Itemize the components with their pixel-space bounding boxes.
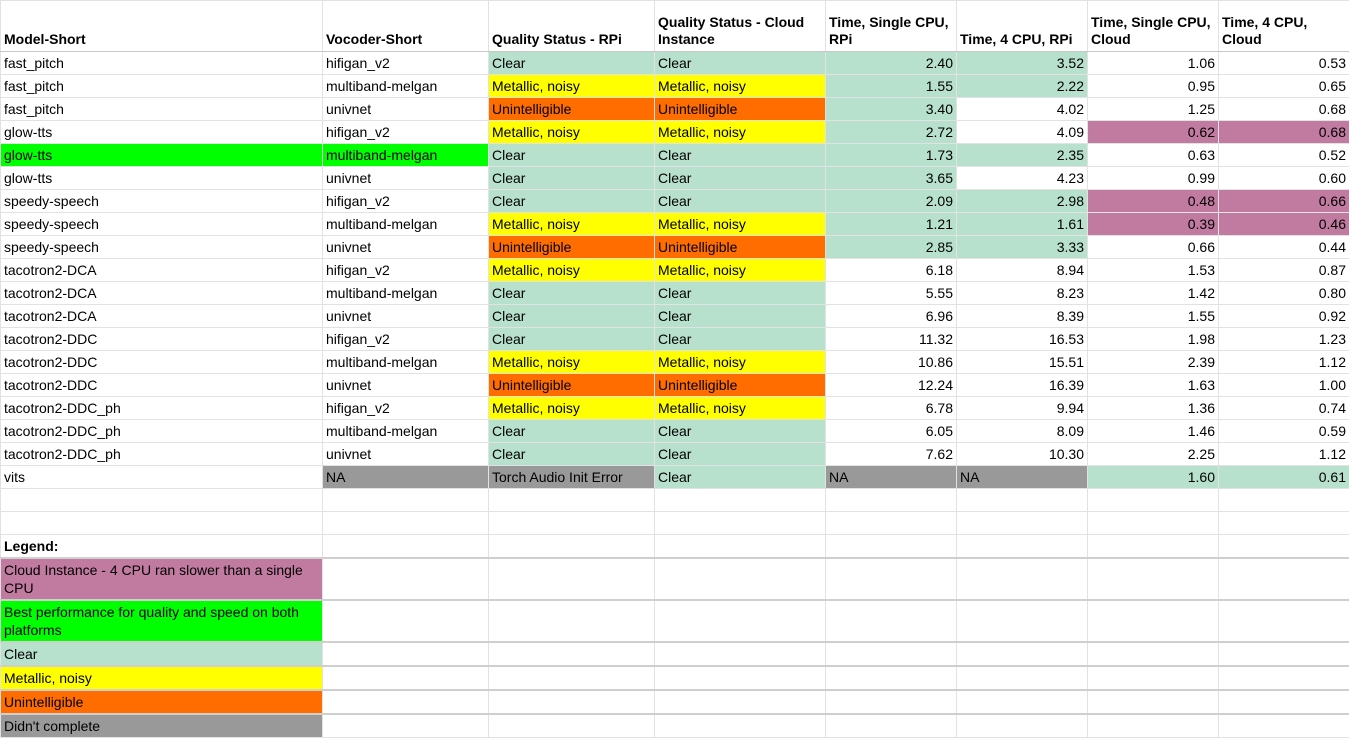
empty-cell[interactable] (1088, 714, 1219, 738)
empty-cell[interactable] (1088, 535, 1219, 559)
time-single-rpi-cell[interactable]: 2.72 (826, 121, 957, 144)
model-cell[interactable]: tacotron2-DDC (1, 374, 323, 397)
time-4cpu-cloud-cell[interactable]: 0.52 (1219, 144, 1349, 167)
empty-cell[interactable] (323, 535, 489, 559)
empty-row (1, 512, 1349, 535)
time-single-cloud-cell[interactable]: 1.60 (1088, 466, 1219, 489)
time-single-cloud-cell[interactable]: 2.25 (1088, 443, 1219, 466)
table-row (1, 374, 1349, 397)
quality-cloud-cell[interactable]: Clear (655, 52, 826, 75)
time-4cpu-rpi-cell[interactable]: 4.02 (957, 98, 1088, 121)
quality-cloud-cell[interactable]: Metallic, noisy (655, 351, 826, 374)
time-4cpu-rpi-cell[interactable]: 2.22 (957, 75, 1088, 98)
quality-cloud-cell[interactable]: Clear (655, 144, 826, 167)
time-single-cloud-cell[interactable]: 0.62 (1088, 121, 1219, 144)
model-cell[interactable]: speedy-speech (1, 236, 323, 259)
empty-cell[interactable] (1219, 666, 1349, 690)
time-single-cloud-cell[interactable]: 1.55 (1088, 305, 1219, 328)
model-cell[interactable]: tacotron2-DDC (1, 328, 323, 351)
header-quality-rpi[interactable]: Quality Status - RPi (489, 1, 655, 52)
quality-rpi-cell[interactable]: Clear (489, 282, 655, 305)
time-4cpu-cloud-cell[interactable]: 0.92 (1219, 305, 1349, 328)
empty-cell[interactable] (1219, 690, 1349, 714)
vocoder-cell[interactable]: NA (323, 466, 489, 489)
quality-rpi-cell[interactable]: Unintelligible (489, 98, 655, 121)
empty-cell[interactable] (655, 642, 826, 666)
quality-cloud-cell[interactable]: Clear (655, 305, 826, 328)
legend-swatch-label[interactable]: Didn't complete (1, 714, 323, 738)
empty-cell[interactable] (323, 690, 489, 714)
time-4cpu-cloud-cell[interactable]: 0.61 (1219, 466, 1349, 489)
model-cell[interactable]: speedy-speech (1, 190, 323, 213)
empty-cell[interactable] (655, 558, 826, 600)
time-4cpu-cloud-cell[interactable]: 0.66 (1219, 190, 1349, 213)
time-single-rpi-cell[interactable]: 3.40 (826, 98, 957, 121)
model-cell[interactable]: tacotron2-DDC_ph (1, 397, 323, 420)
quality-cloud-cell[interactable]: Clear (655, 282, 826, 305)
time-single-cloud-cell[interactable]: 0.48 (1088, 190, 1219, 213)
quality-cloud-cell[interactable]: Metallic, noisy (655, 75, 826, 98)
empty-cell[interactable] (489, 489, 655, 512)
header-time-single-cloud[interactable]: Time, Single CPU, Cloud (1088, 1, 1219, 52)
time-single-cloud-cell[interactable]: 1.36 (1088, 397, 1219, 420)
quality-rpi-cell[interactable]: Unintelligible (489, 374, 655, 397)
time-4cpu-rpi-cell[interactable]: 15.51 (957, 351, 1088, 374)
time-4cpu-cloud-cell[interactable]: 1.23 (1219, 328, 1349, 351)
time-4cpu-cloud-cell[interactable]: 0.80 (1219, 282, 1349, 305)
quality-rpi-cell[interactable]: Clear (489, 328, 655, 351)
empty-cell[interactable] (655, 512, 826, 535)
time-single-rpi-cell[interactable]: 2.40 (826, 52, 957, 75)
table-row (1, 190, 1349, 213)
time-4cpu-rpi-cell[interactable]: 3.33 (957, 236, 1088, 259)
model-cell[interactable]: fast_pitch (1, 98, 323, 121)
quality-cloud-cell[interactable]: Clear (655, 167, 826, 190)
time-single-rpi-cell[interactable]: 3.65 (826, 167, 957, 190)
quality-rpi-cell[interactable]: Unintelligible (489, 236, 655, 259)
legend-swatch-label[interactable]: Unintelligible (1, 690, 323, 714)
legend-row (1, 666, 1349, 690)
vocoder-cell[interactable]: hifigan_v2 (323, 259, 489, 282)
time-4cpu-cloud-cell[interactable]: 0.65 (1219, 75, 1349, 98)
time-single-rpi-cell[interactable]: 7.62 (826, 443, 957, 466)
time-single-rpi-cell[interactable]: 6.96 (826, 305, 957, 328)
time-single-rpi-cell[interactable]: 5.55 (826, 282, 957, 305)
empty-cell[interactable] (1088, 642, 1219, 666)
legend-row (1, 558, 1349, 600)
empty-cell[interactable] (957, 535, 1088, 559)
time-4cpu-rpi-cell[interactable]: 10.30 (957, 443, 1088, 466)
vocoder-cell[interactable]: multiband-melgan (323, 282, 489, 305)
empty-cell[interactable] (826, 666, 957, 690)
vocoder-cell[interactable]: hifigan_v2 (323, 52, 489, 75)
table-row (1, 236, 1349, 259)
time-4cpu-rpi-cell[interactable]: 8.23 (957, 282, 1088, 305)
legend-row (1, 642, 1349, 666)
empty-cell[interactable] (323, 714, 489, 738)
time-single-cloud-cell[interactable]: 0.99 (1088, 167, 1219, 190)
time-4cpu-cloud-cell[interactable]: 0.60 (1219, 167, 1349, 190)
time-single-cloud-cell[interactable]: 0.66 (1088, 236, 1219, 259)
time-single-rpi-cell[interactable]: 6.05 (826, 420, 957, 443)
model-cell[interactable]: fast_pitch (1, 75, 323, 98)
vocoder-cell[interactable]: multiband-melgan (323, 75, 489, 98)
empty-cell[interactable] (826, 535, 957, 559)
legend-swatch-label[interactable]: Metallic, noisy (1, 666, 323, 690)
time-4cpu-cloud-cell[interactable]: 1.12 (1219, 443, 1349, 466)
empty-cell[interactable] (323, 666, 489, 690)
empty-cell[interactable] (957, 642, 1088, 666)
time-single-cloud-cell[interactable]: 1.63 (1088, 374, 1219, 397)
empty-cell[interactable] (655, 600, 826, 642)
time-4cpu-cloud-cell[interactable]: 0.87 (1219, 259, 1349, 282)
quality-cloud-cell[interactable]: Clear (655, 443, 826, 466)
time-4cpu-rpi-cell[interactable]: 8.39 (957, 305, 1088, 328)
table-row (1, 443, 1349, 466)
model-cell[interactable]: glow-tts (1, 121, 323, 144)
vocoder-cell[interactable]: multiband-melgan (323, 213, 489, 236)
time-4cpu-cloud-cell[interactable]: 0.46 (1219, 213, 1349, 236)
header-quality-cloud[interactable]: Quality Status - Cloud Instance (655, 1, 826, 52)
time-single-cloud-cell[interactable]: 1.46 (1088, 420, 1219, 443)
vocoder-cell[interactable]: hifigan_v2 (323, 190, 489, 213)
model-cell[interactable]: fast_pitch (1, 52, 323, 75)
legend-row (1, 600, 1349, 642)
time-4cpu-rpi-cell[interactable]: 16.53 (957, 328, 1088, 351)
table-row (1, 75, 1349, 98)
model-cell[interactable]: glow-tts (1, 144, 323, 167)
time-4cpu-rpi-cell[interactable]: 9.94 (957, 397, 1088, 420)
vocoder-cell[interactable]: univnet (323, 167, 489, 190)
time-4cpu-rpi-cell[interactable]: 1.61 (957, 213, 1088, 236)
empty-cell[interactable] (957, 512, 1088, 535)
empty-cell[interactable] (489, 512, 655, 535)
time-4cpu-cloud-cell[interactable]: 0.44 (1219, 236, 1349, 259)
table-row (1, 259, 1349, 282)
table-row (1, 420, 1349, 443)
header-vocoder-short[interactable]: Vocoder-Short (323, 1, 489, 52)
vocoder-cell[interactable]: univnet (323, 98, 489, 121)
legend-swatch-label[interactable]: Clear (1, 642, 323, 666)
time-single-cloud-cell[interactable]: 0.39 (1088, 213, 1219, 236)
quality-cloud-cell[interactable]: Clear (655, 420, 826, 443)
vocoder-cell[interactable]: hifigan_v2 (323, 121, 489, 144)
empty-cell[interactable] (655, 690, 826, 714)
empty-cell[interactable] (1088, 666, 1219, 690)
time-4cpu-cloud-cell[interactable]: 0.68 (1219, 121, 1349, 144)
header-model-short[interactable]: Model-Short (1, 1, 323, 52)
time-single-cloud-cell[interactable]: 1.42 (1088, 282, 1219, 305)
quality-rpi-cell[interactable]: Clear (489, 144, 655, 167)
empty-cell[interactable] (826, 642, 957, 666)
empty-cell[interactable] (1219, 512, 1349, 535)
table-row (1, 351, 1349, 374)
legend-title-row (1, 535, 1349, 559)
empty-cell[interactable] (1219, 535, 1349, 559)
empty-cell[interactable] (323, 558, 489, 600)
empty-cell[interactable] (957, 666, 1088, 690)
empty-cell[interactable] (957, 714, 1088, 738)
time-single-cloud-cell[interactable]: 1.25 (1088, 98, 1219, 121)
vocoder-cell[interactable]: multiband-melgan (323, 144, 489, 167)
empty-cell[interactable] (957, 600, 1088, 642)
time-single-cloud-cell[interactable]: 2.39 (1088, 351, 1219, 374)
empty-cell[interactable] (1219, 642, 1349, 666)
time-single-cloud-cell[interactable]: 0.63 (1088, 144, 1219, 167)
time-single-cloud-cell[interactable]: 1.98 (1088, 328, 1219, 351)
model-cell[interactable]: tacotron2-DCA (1, 305, 323, 328)
table-row (1, 144, 1349, 167)
empty-cell[interactable] (655, 666, 826, 690)
quality-rpi-cell[interactable]: Clear (489, 420, 655, 443)
table-row (1, 167, 1349, 190)
empty-cell[interactable] (826, 714, 957, 738)
vocoder-cell[interactable]: multiband-melgan (323, 420, 489, 443)
quality-rpi-cell[interactable]: Clear (489, 305, 655, 328)
time-4cpu-rpi-cell[interactable]: 4.09 (957, 121, 1088, 144)
legend-title[interactable]: Legend: (1, 535, 323, 559)
empty-cell[interactable] (489, 690, 655, 714)
time-4cpu-rpi-cell[interactable]: NA (957, 466, 1088, 489)
empty-cell[interactable] (1088, 690, 1219, 714)
table-row (1, 98, 1349, 121)
empty-cell[interactable] (957, 558, 1088, 600)
legend-row (1, 714, 1349, 738)
quality-cloud-cell[interactable]: Metallic, noisy (655, 213, 826, 236)
empty-cell[interactable] (1219, 600, 1349, 642)
quality-rpi-cell[interactable]: Clear (489, 443, 655, 466)
time-4cpu-cloud-cell[interactable]: 0.74 (1219, 397, 1349, 420)
time-4cpu-cloud-cell[interactable]: 0.68 (1219, 98, 1349, 121)
model-cell[interactable]: glow-tts (1, 167, 323, 190)
table-row (1, 121, 1349, 144)
quality-rpi-cell[interactable]: Clear (489, 167, 655, 190)
time-single-rpi-cell[interactable]: 6.18 (826, 259, 957, 282)
table-row (1, 282, 1349, 305)
quality-cloud-cell[interactable]: Metallic, noisy (655, 259, 826, 282)
time-single-rpi-cell[interactable]: 6.78 (826, 397, 957, 420)
empty-cell[interactable] (1, 512, 323, 535)
quality-rpi-cell[interactable]: Metallic, noisy (489, 259, 655, 282)
vocoder-cell[interactable]: univnet (323, 443, 489, 466)
time-4cpu-cloud-cell[interactable]: 1.12 (1219, 351, 1349, 374)
vocoder-cell[interactable]: multiband-melgan (323, 351, 489, 374)
time-4cpu-rpi-cell[interactable]: 2.98 (957, 190, 1088, 213)
empty-cell[interactable] (826, 690, 957, 714)
empty-cell[interactable] (957, 690, 1088, 714)
empty-cell[interactable] (1219, 714, 1349, 738)
quality-cloud-cell[interactable]: Unintelligible (655, 98, 826, 121)
time-4cpu-cloud-cell[interactable]: 1.00 (1219, 374, 1349, 397)
header-time-4cpu-cloud[interactable]: Time, 4 CPU, Cloud (1219, 1, 1349, 52)
header-time-4cpu-rpi[interactable]: Time, 4 CPU, RPi (957, 1, 1088, 52)
empty-cell[interactable] (323, 512, 489, 535)
empty-row (1, 489, 1349, 512)
vocoder-cell[interactable]: univnet (323, 374, 489, 397)
time-single-rpi-cell[interactable]: 1.73 (826, 144, 957, 167)
time-4cpu-rpi-cell[interactable]: 4.23 (957, 167, 1088, 190)
empty-cell[interactable] (323, 489, 489, 512)
time-single-rpi-cell[interactable]: 10.86 (826, 351, 957, 374)
empty-cell[interactable] (489, 600, 655, 642)
quality-cloud-cell[interactable]: Metallic, noisy (655, 121, 826, 144)
time-4cpu-rpi-cell[interactable]: 8.94 (957, 259, 1088, 282)
time-4cpu-cloud-cell[interactable]: 0.53 (1219, 52, 1349, 75)
time-single-rpi-cell[interactable]: 12.24 (826, 374, 957, 397)
empty-cell[interactable] (1088, 558, 1219, 600)
table-row (1, 305, 1349, 328)
table-row (1, 52, 1349, 75)
model-cell[interactable]: vits (1, 466, 323, 489)
model-cell[interactable]: tacotron2-DCA (1, 259, 323, 282)
empty-cell[interactable] (655, 535, 826, 559)
legend-swatch-label[interactable]: Cloud Instance - 4 CPU ran slower than a single CPU (1, 558, 323, 600)
empty-cell[interactable] (323, 600, 489, 642)
vocoder-cell[interactable]: hifigan_v2 (323, 397, 489, 420)
empty-cell[interactable] (826, 558, 957, 600)
quality-rpi-cell[interactable]: Metallic, noisy (489, 397, 655, 420)
time-4cpu-rpi-cell[interactable]: 2.35 (957, 144, 1088, 167)
legend-row (1, 690, 1349, 714)
time-single-rpi-cell[interactable]: 11.32 (826, 328, 957, 351)
quality-cloud-cell[interactable]: Unintelligible (655, 236, 826, 259)
vocoder-cell[interactable]: univnet (323, 305, 489, 328)
time-4cpu-cloud-cell[interactable]: 0.59 (1219, 420, 1349, 443)
time-4cpu-rpi-cell[interactable]: 16.39 (957, 374, 1088, 397)
empty-cell[interactable] (489, 558, 655, 600)
empty-cell[interactable] (826, 512, 957, 535)
empty-cell[interactable] (1088, 512, 1219, 535)
model-cell[interactable]: tacotron2-DDC_ph (1, 443, 323, 466)
empty-cell[interactable] (489, 666, 655, 690)
vocoder-cell[interactable]: hifigan_v2 (323, 328, 489, 351)
time-single-cloud-cell[interactable]: 1.06 (1088, 52, 1219, 75)
empty-cell[interactable] (826, 600, 957, 642)
time-single-rpi-cell[interactable]: NA (826, 466, 957, 489)
quality-rpi-cell[interactable]: Metallic, noisy (489, 75, 655, 98)
empty-cell[interactable] (655, 489, 826, 512)
quality-rpi-cell[interactable]: Torch Audio Init Error (489, 466, 655, 489)
model-cell[interactable]: tacotron2-DDC_ph (1, 420, 323, 443)
vocoder-cell[interactable]: univnet (323, 236, 489, 259)
header-time-single-rpi[interactable]: Time, Single CPU, RPi (826, 1, 957, 52)
quality-cloud-cell[interactable]: Clear (655, 328, 826, 351)
empty-cell[interactable] (1088, 489, 1219, 512)
empty-cell[interactable] (489, 535, 655, 559)
empty-cell[interactable] (957, 489, 1088, 512)
time-single-cloud-cell[interactable]: 0.95 (1088, 75, 1219, 98)
empty-cell[interactable] (1219, 489, 1349, 512)
table-row (1, 466, 1349, 489)
time-single-rpi-cell[interactable]: 2.85 (826, 236, 957, 259)
quality-rpi-cell[interactable]: Metallic, noisy (489, 351, 655, 374)
quality-rpi-cell[interactable]: Clear (489, 190, 655, 213)
time-single-rpi-cell[interactable]: 1.21 (826, 213, 957, 236)
table-row (1, 213, 1349, 236)
quality-rpi-cell[interactable]: Metallic, noisy (489, 121, 655, 144)
table-row (1, 328, 1349, 351)
quality-cloud-cell[interactable]: Clear (655, 466, 826, 489)
legend-swatch-label[interactable]: Best performance for quality and speed on both platforms (1, 600, 323, 642)
header-row (1, 1, 1349, 52)
time-single-cloud-cell[interactable]: 1.53 (1088, 259, 1219, 282)
empty-cell[interactable] (655, 714, 826, 738)
quality-cloud-cell[interactable]: Unintelligible (655, 374, 826, 397)
model-cell[interactable]: tacotron2-DCA (1, 282, 323, 305)
empty-cell[interactable] (1219, 558, 1349, 600)
empty-cell[interactable] (1088, 600, 1219, 642)
time-4cpu-rpi-cell[interactable]: 8.09 (957, 420, 1088, 443)
model-cell[interactable]: tacotron2-DDC (1, 351, 323, 374)
quality-rpi-cell[interactable]: Clear (489, 52, 655, 75)
model-cell[interactable]: speedy-speech (1, 213, 323, 236)
empty-cell[interactable] (1, 489, 323, 512)
empty-cell[interactable] (826, 489, 957, 512)
time-single-rpi-cell[interactable]: 1.55 (826, 75, 957, 98)
quality-cloud-cell[interactable]: Metallic, noisy (655, 397, 826, 420)
empty-cell[interactable] (489, 642, 655, 666)
empty-cell[interactable] (323, 642, 489, 666)
time-4cpu-rpi-cell[interactable]: 3.52 (957, 52, 1088, 75)
empty-cell[interactable] (489, 714, 655, 738)
table-row (1, 397, 1349, 420)
quality-cloud-cell[interactable]: Clear (655, 190, 826, 213)
time-single-rpi-cell[interactable]: 2.09 (826, 190, 957, 213)
quality-rpi-cell[interactable]: Metallic, noisy (489, 213, 655, 236)
